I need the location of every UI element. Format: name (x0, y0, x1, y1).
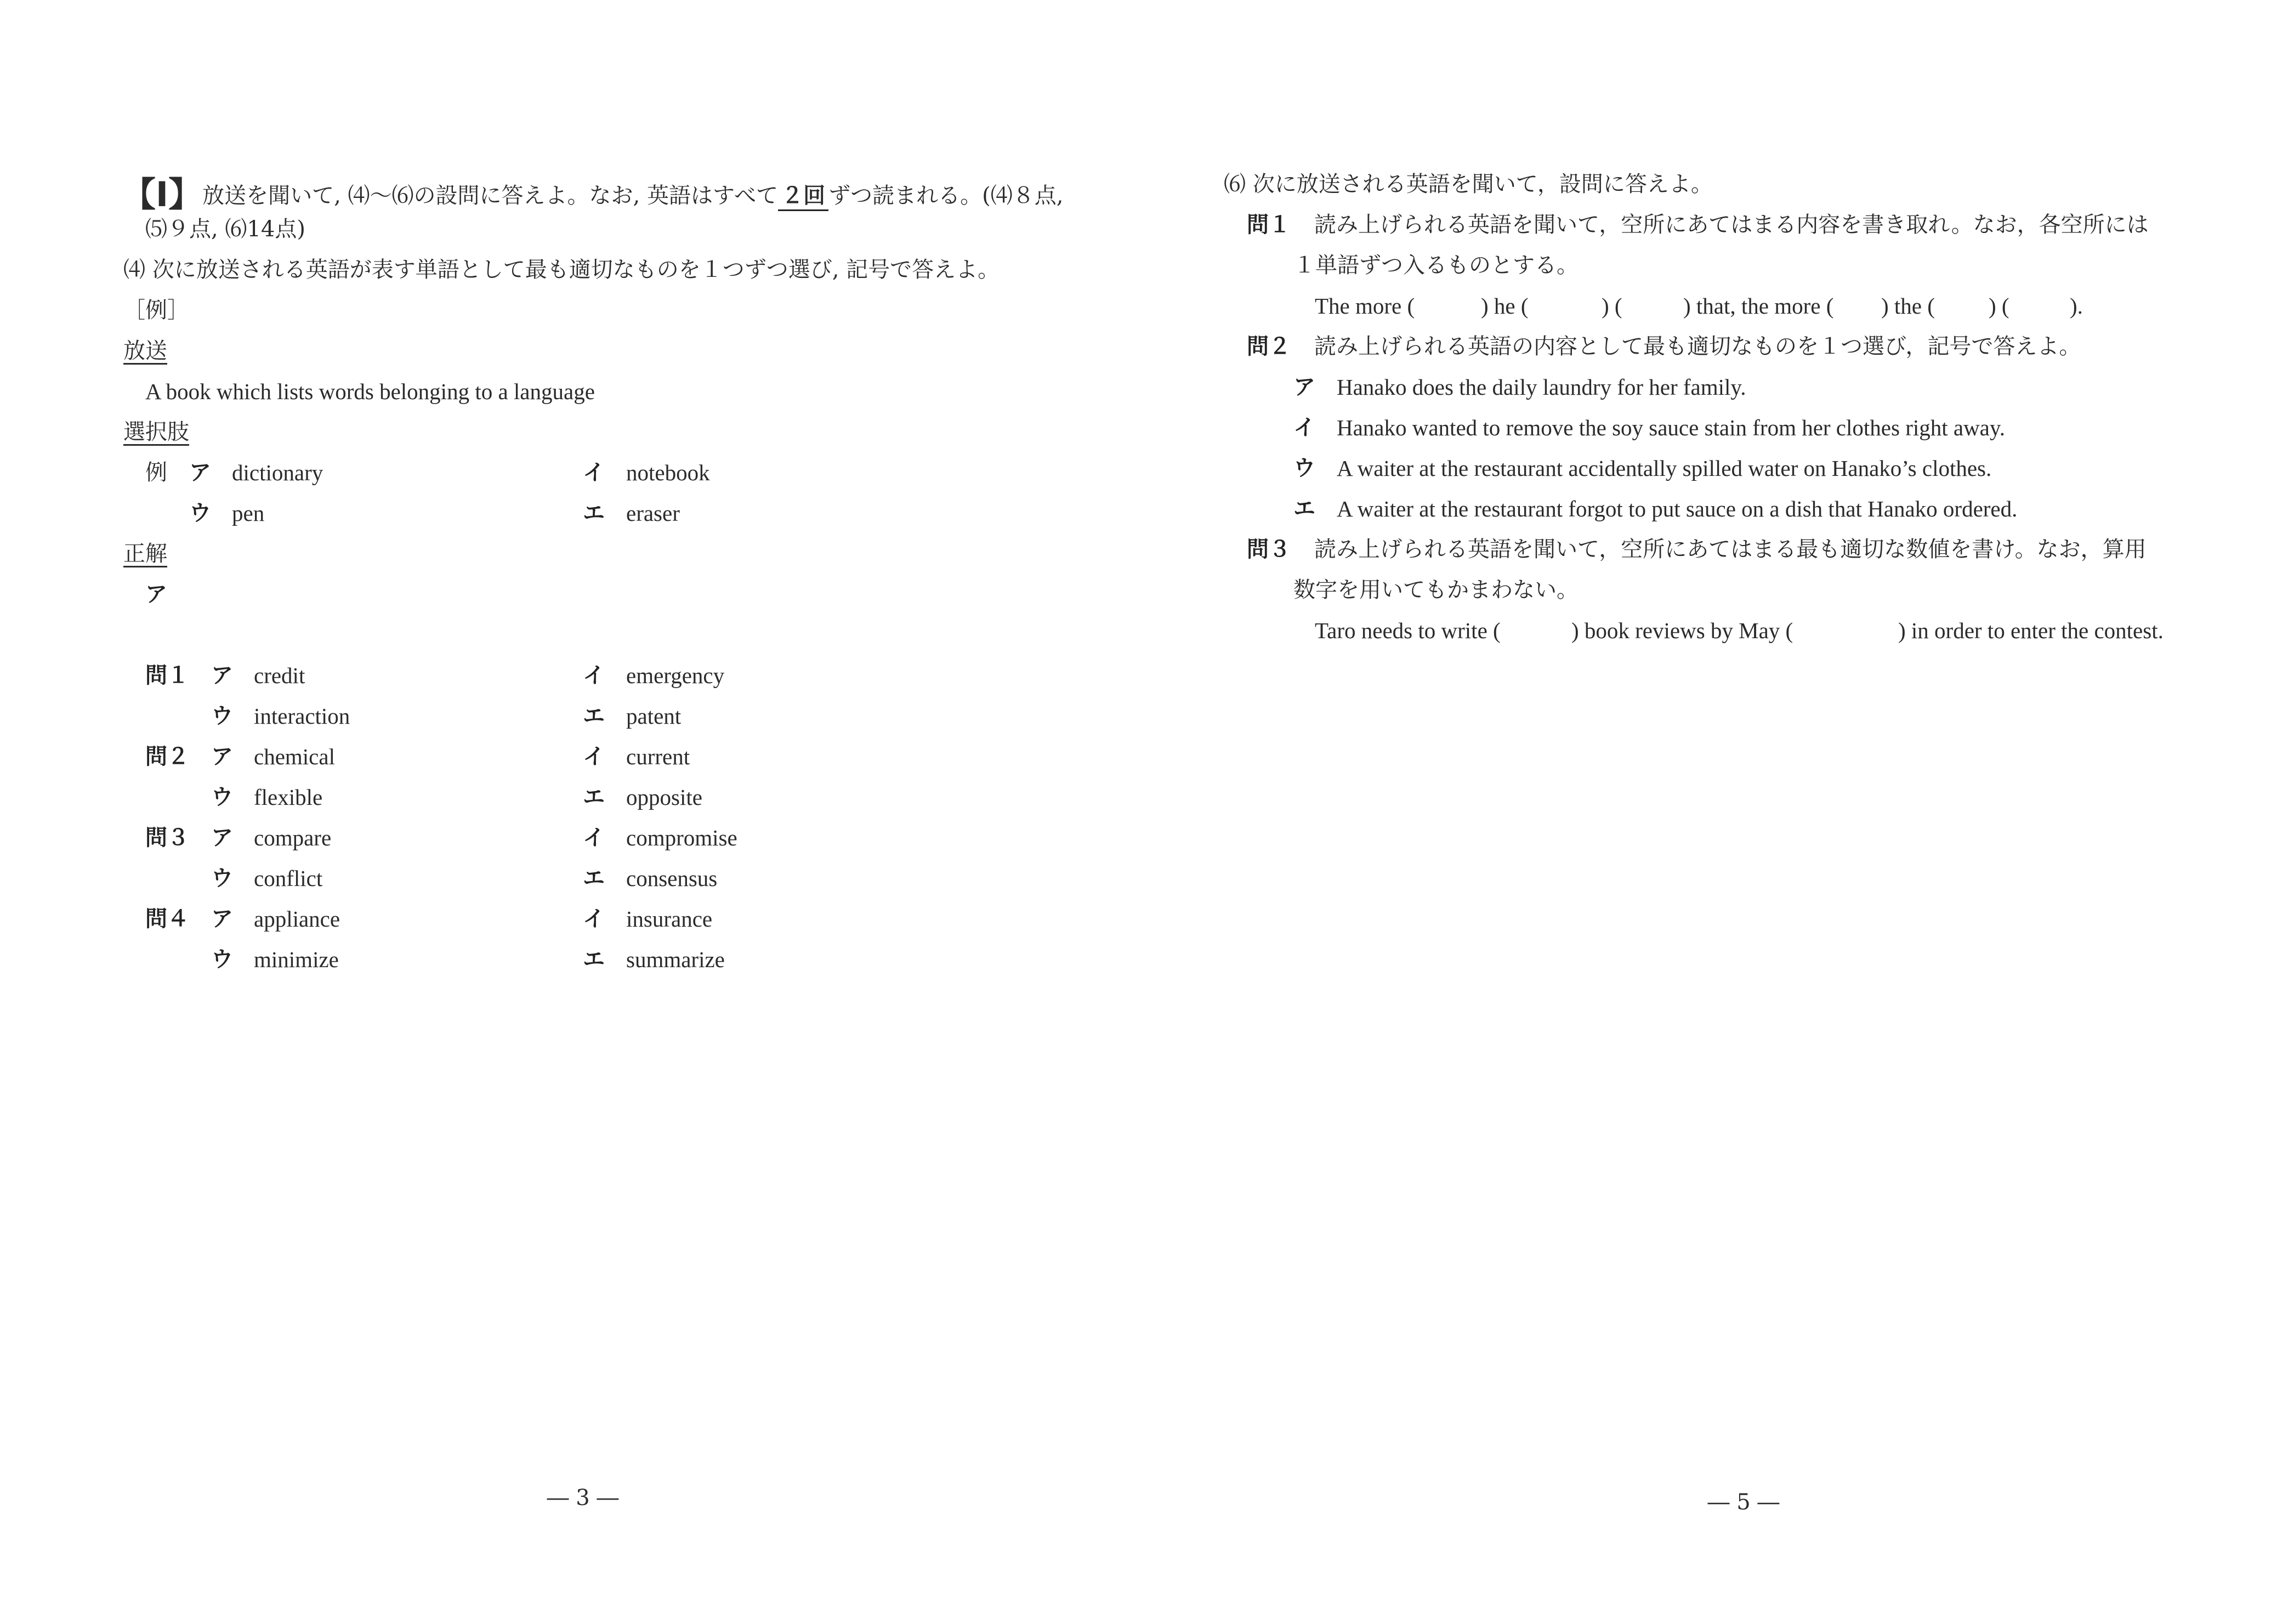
option-mark: エ (1293, 496, 1315, 521)
choice-mark: ア (211, 906, 233, 932)
choice-mark: イ (583, 663, 605, 688)
question-text: １単語ずつ入るものとする。 (1293, 253, 1579, 278)
choice-mark: イ (583, 744, 605, 769)
example-row-label: 例 (145, 460, 167, 485)
option-text: Hanako does the daily laundry for her family. (1337, 374, 1746, 400)
choice-word: minimize (254, 947, 339, 972)
choice-word: appliance (254, 906, 340, 932)
choice-word: opposite (626, 785, 702, 810)
choice-mark: ウ (211, 866, 233, 891)
example-choice-mark: エ (583, 501, 605, 526)
choice-word: chemical (254, 744, 335, 769)
choice-word: interaction (254, 703, 350, 729)
choice-mark: エ (583, 703, 605, 729)
example-choice-mark: イ (583, 460, 605, 485)
choice-mark: ウ (211, 947, 233, 972)
question-label: 問２ (145, 744, 189, 769)
choice-word: insurance (626, 906, 713, 932)
option-mark: イ (1293, 415, 1315, 440)
choice-mark: エ (583, 785, 605, 810)
exam-page-5 (1136, 0, 2271, 1624)
sentence-part: ) that, the more ( (1683, 293, 1834, 319)
sentence-part: ) ( (1602, 293, 1622, 319)
broadcast-text: A book which lists words belonging to a language (145, 379, 595, 404)
choice-word: credit (254, 663, 305, 688)
section-bracket-open: 【 (122, 174, 156, 214)
choice-word: emergency (626, 663, 725, 688)
question-text: 読み上げられる英語を聞いて，空所にあてはまる最も適切な数値を書け。なお，算用 (1314, 537, 2147, 562)
choice-word: conflict (254, 866, 323, 891)
choice-word: flexible (254, 785, 323, 810)
choice-mark: エ (583, 866, 605, 891)
page-number: ― 3 ― (547, 1485, 619, 1511)
option-mark: ア (1293, 374, 1315, 400)
part-a-instruction: ⑷ 次に放送される英語が表す単語として最も適切なものを１つずつ選び, 記号で答えよ。 (123, 257, 1000, 282)
choice-word: summarize (626, 947, 725, 972)
example-choice-mark: ウ (189, 501, 211, 526)
sentence-part: ) he ( (1481, 293, 1529, 319)
option-text: A waiter at the restaurant accidentally spilled water on Hanako’s clothes. (1337, 456, 1992, 481)
part-c-instruction: ⑹ 次に放送される英語を聞いて，設問に答えよ。 (1224, 172, 1713, 197)
section-bracket-close: 】 (168, 174, 203, 214)
choice-mark: エ (583, 947, 605, 972)
question-label: 問１ (145, 663, 189, 688)
choice-mark: ウ (211, 703, 233, 729)
example-choice-word: eraser (626, 501, 680, 526)
page-number: ― 5 ― (1707, 1490, 1780, 1515)
choice-mark: ア (211, 744, 233, 769)
answer-value: ア (145, 582, 167, 607)
section-instruction-emphasis: ２回 (778, 183, 828, 211)
sentence-part: ) book reviews by May ( (1571, 618, 1793, 643)
question-text: 読み上げられる英語の内容として最も適切なものを１つ選び，記号で答えよ。 (1314, 334, 2081, 359)
sentence-part: The more ( (1315, 293, 1415, 319)
question-label: 問３ (145, 825, 189, 850)
choice-word: compare (254, 825, 332, 850)
choices-label: 選択肢 (123, 419, 189, 445)
option-text: A waiter at the restaurant forgot to put sauce on a dish that Hanako ordered. (1337, 496, 2018, 521)
section-instruction-a: 放送を聞いて, ⑷〜⑹の設問に答えよ。なお, 英語はすべて (202, 183, 779, 208)
question-label: 問３ (1247, 537, 1291, 562)
example-choice-word: notebook (626, 460, 710, 485)
choice-mark: イ (583, 906, 605, 932)
sentence-part: ). (2070, 293, 2083, 319)
example-choice-word: pen (232, 501, 265, 526)
question-text: 読み上げられる英語を聞いて，空所にあてはまる内容を書き取れ。なお，各空所には (1314, 212, 2149, 237)
sentence-part: ) the ( (1881, 293, 1935, 319)
choice-word: consensus (626, 866, 718, 891)
choice-mark: ウ (211, 785, 233, 810)
choice-mark: ア (211, 825, 233, 850)
section-number: Ⅰ (156, 174, 169, 214)
question-text: 数字を用いてもかまわない。 (1293, 577, 1579, 603)
example-choice-word: dictionary (232, 460, 323, 485)
example-heading: ［例］ (123, 298, 189, 323)
example-choice-mark: ア (189, 460, 211, 485)
broadcast-label: 放送 (123, 338, 167, 364)
question-label: 問１ (1247, 212, 1291, 237)
option-text: Hanako wanted to remove the soy sauce stain from her clothes right away. (1337, 415, 2005, 440)
question-label: 問２ (1247, 334, 1291, 359)
question-label: 問４ (145, 906, 189, 932)
section-instruction-line2: ⑸９点, ⑹14点) (145, 217, 305, 242)
sentence-part: Taro needs to write ( (1315, 618, 1501, 643)
option-mark: ウ (1293, 456, 1315, 481)
sentence-part: ) ( (1989, 293, 2009, 319)
choice-word: compromise (626, 825, 737, 850)
section-heading (122, 174, 1064, 214)
choice-word: current (626, 744, 690, 769)
answer-label: 正解 (123, 541, 167, 566)
choice-word: patent (626, 703, 682, 729)
choice-mark: ア (211, 663, 233, 688)
choice-mark: イ (583, 825, 605, 850)
sentence-part: ) in order to enter the contest. (1898, 618, 2164, 643)
section-instruction-b: ずつ読まれる。(⑷８点, (828, 183, 1064, 208)
